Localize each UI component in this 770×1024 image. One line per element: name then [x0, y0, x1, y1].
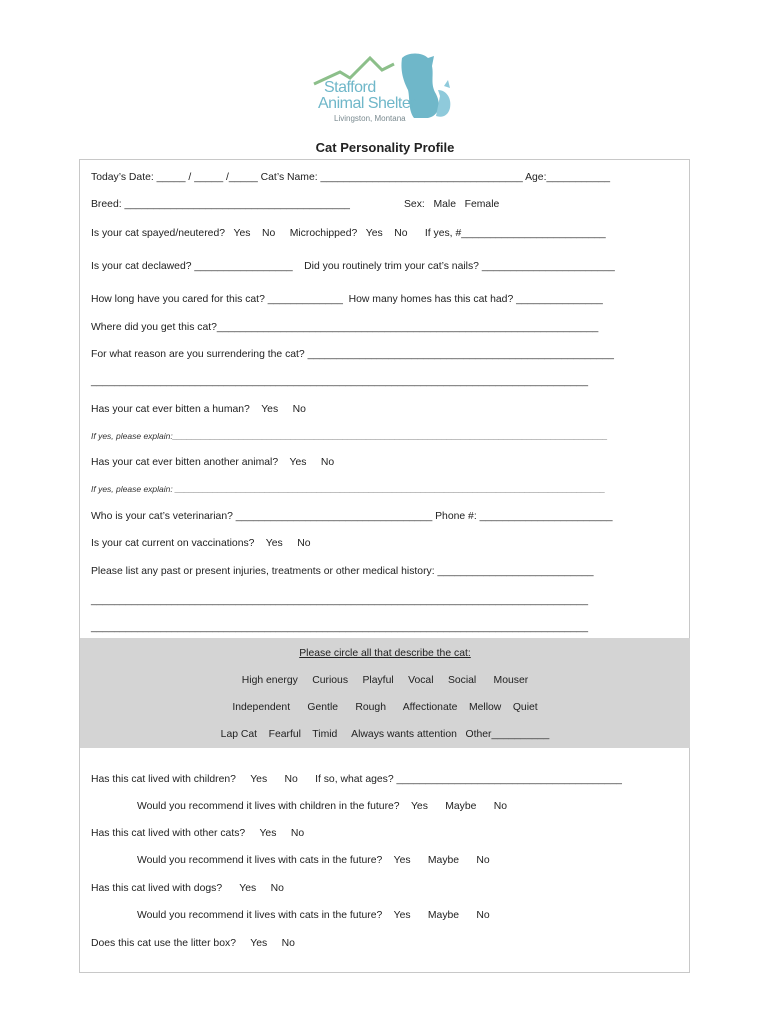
bitten-human-explain-field[interactable]: If yes, please explain:____________________________________________________________________________________________: [91, 431, 608, 441]
logo-name-line1: Stafford: [324, 79, 376, 96]
logo-location: Livingston, Montana: [334, 114, 406, 123]
where-from-field[interactable]: Where did you get this cat?__________________________________________________________________: [91, 322, 599, 333]
cared-homes-field[interactable]: How long have you cared for this cat? _____________ How many homes has this cat had? _______________: [91, 294, 603, 305]
recommend-cats-field[interactable]: Would you recommend it lives with cats in the future? Yes Maybe No: [137, 855, 490, 866]
sex-field[interactable]: Sex: Male Female: [404, 199, 500, 210]
medical-history-field-3[interactable]: ______________________________________________________________________________________: [91, 622, 588, 633]
medical-history-field[interactable]: Please list any past or present injuries, treatments or other medical history: ___________________________: [91, 566, 594, 577]
breed-field[interactable]: Breed: _______________________________________: [91, 199, 350, 210]
traits-row-2[interactable]: Independent Gentle Rough Affectionate Mellow Quiet: [232, 702, 538, 713]
lived-children-field[interactable]: Has this cat lived with children? Yes No If so, what ages? _______________________________________: [91, 774, 622, 785]
bitten-human-field[interactable]: Has your cat ever bitten a human? Yes No: [91, 404, 306, 415]
medical-history-field-2[interactable]: ______________________________________________________________________________________: [91, 595, 588, 606]
bitten-animal-explain-field[interactable]: If yes, please explain: ___________________________________________________________________________________________: [91, 484, 606, 494]
surrender-reason-field-2[interactable]: ______________________________________________________________________________________: [91, 376, 588, 387]
traits-row-1[interactable]: High energy Curious Playful Vocal Social Mouser: [241, 675, 529, 686]
bitten-animal-field[interactable]: Has your cat ever bitten another animal? Yes No: [91, 457, 335, 468]
declawed-nails-field[interactable]: Is your cat declawed? _________________ Did you routinely trim your cat’s nails? _______________________: [91, 261, 615, 272]
spayed-microchip-field[interactable]: Is your cat spayed/neutered? Yes No Microchipped? Yes No If yes, #_________________________: [91, 228, 606, 239]
recommend-dogs-field[interactable]: Would you recommend it lives with cats in the future? Yes Maybe No: [137, 910, 490, 921]
traits-row-3[interactable]: Lap Cat Fearful Timid Always wants attention Other__________: [220, 729, 550, 740]
page-title: Cat Personality Profile: [315, 140, 455, 155]
shelter-logo: [310, 50, 470, 130]
logo-name-line2: Animal Shelter: [318, 95, 416, 112]
recommend-children-field[interactable]: Would you recommend it lives with children in the future? Yes Maybe No: [137, 801, 508, 812]
lived-cats-field[interactable]: Has this cat lived with other cats? Yes No: [91, 828, 305, 839]
surrender-reason-field[interactable]: For what reason are you surrendering the cat? _____________________________________________________: [91, 349, 614, 360]
veterinarian-phone-field[interactable]: Who is your cat’s veterinarian? __________________________________ Phone #: _______________________: [91, 511, 613, 522]
traits-heading: Please circle all that describe the cat:: [299, 648, 471, 659]
lived-dogs-field[interactable]: Has this cat lived with dogs? Yes No: [91, 883, 284, 894]
litter-box-field[interactable]: Does this cat use the litter box? Yes No: [91, 938, 295, 949]
date-name-age-field[interactable]: Today’s Date: _____ / _____ /_____ Cat’s Name: ___________________________________ Age:___________: [91, 172, 611, 183]
vaccinations-field[interactable]: Is your cat current on vaccinations? Yes No: [91, 538, 311, 549]
